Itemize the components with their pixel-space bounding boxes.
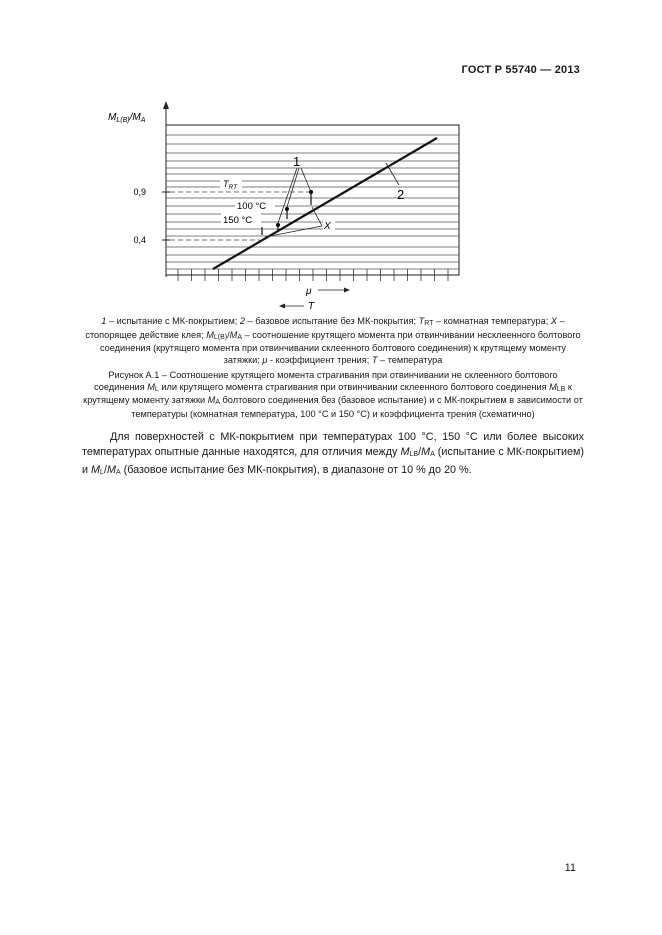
horizontal-grid-lines [166, 135, 459, 269]
figure-legend: 1 – испытание с МК-покрытием; 2 – базовое испытание без МК-покрытия; TRT – комнатная температура; X – стопорящее действие клея; ML(B)/MA – соотношение крутящего момента при отвинчивании несклеенного болтового соединения (крутящего момента при отвинчивании склеенного болтового соединения) к крутящему моменту затяжки; μ - коэффициент трения; T – температура [85, 316, 581, 365]
y-tick-label-low: 0,4 [133, 235, 146, 245]
body-paragraph: Для поверхностей с МК-покрытием при температурах 100 °С, 150 °С или более высоких температурах опытные данные находятся, для отличия между MLB/MA (испытание с МК-покрытием) и ML/MA (базовое испытание без МК-покрытия), в диапазоне от 10 % до 20 %. [82, 431, 584, 476]
callout-1: 1 [293, 154, 301, 169]
mu-arrow-icon [318, 288, 350, 293]
standard-code: ГОСТ Р 55740 — 2013 [461, 64, 580, 76]
t-arrow-icon [279, 304, 304, 309]
svg-text:TRT: $T_{RT}$ [223, 179, 238, 191]
figure-caption: Рисунок А.1 – Соотношение крутящего момента страгивания при отвинчивании не склеенного болтового соединения ML или крутящего момента страгивания при отвинчивании склеенного болтового соединения MLB к крутящему моменту затяжки MA болтового соединения без (базовое испытание) и с МК-покрытием в зависимости от температуры (комнатная температура, 100 °С и 150 °С) и коэффициента трения (схематично) [83, 370, 583, 419]
y-axis [162, 101, 170, 277]
x-ticks [178, 269, 448, 281]
y-axis-label: M [108, 112, 117, 123]
label-150c: 150 °C [223, 215, 253, 226]
label-100c: 100 °C [237, 201, 267, 212]
page-number: 11 [564, 862, 576, 874]
label-t-rt: T [223, 179, 229, 189]
svg-text:ML(B)/MA: $M_{L(B)}/M_A$ [108, 112, 146, 124]
callout-2: 2 [397, 187, 405, 202]
y-tick-label-high: 0,9 [133, 187, 146, 197]
x-axis-label-t: T [308, 301, 315, 312]
x-axis-label-mu: μ [306, 286, 312, 297]
ratio-diagram [100, 95, 480, 320]
label-x: X [324, 221, 331, 232]
plot-frame [166, 125, 459, 281]
